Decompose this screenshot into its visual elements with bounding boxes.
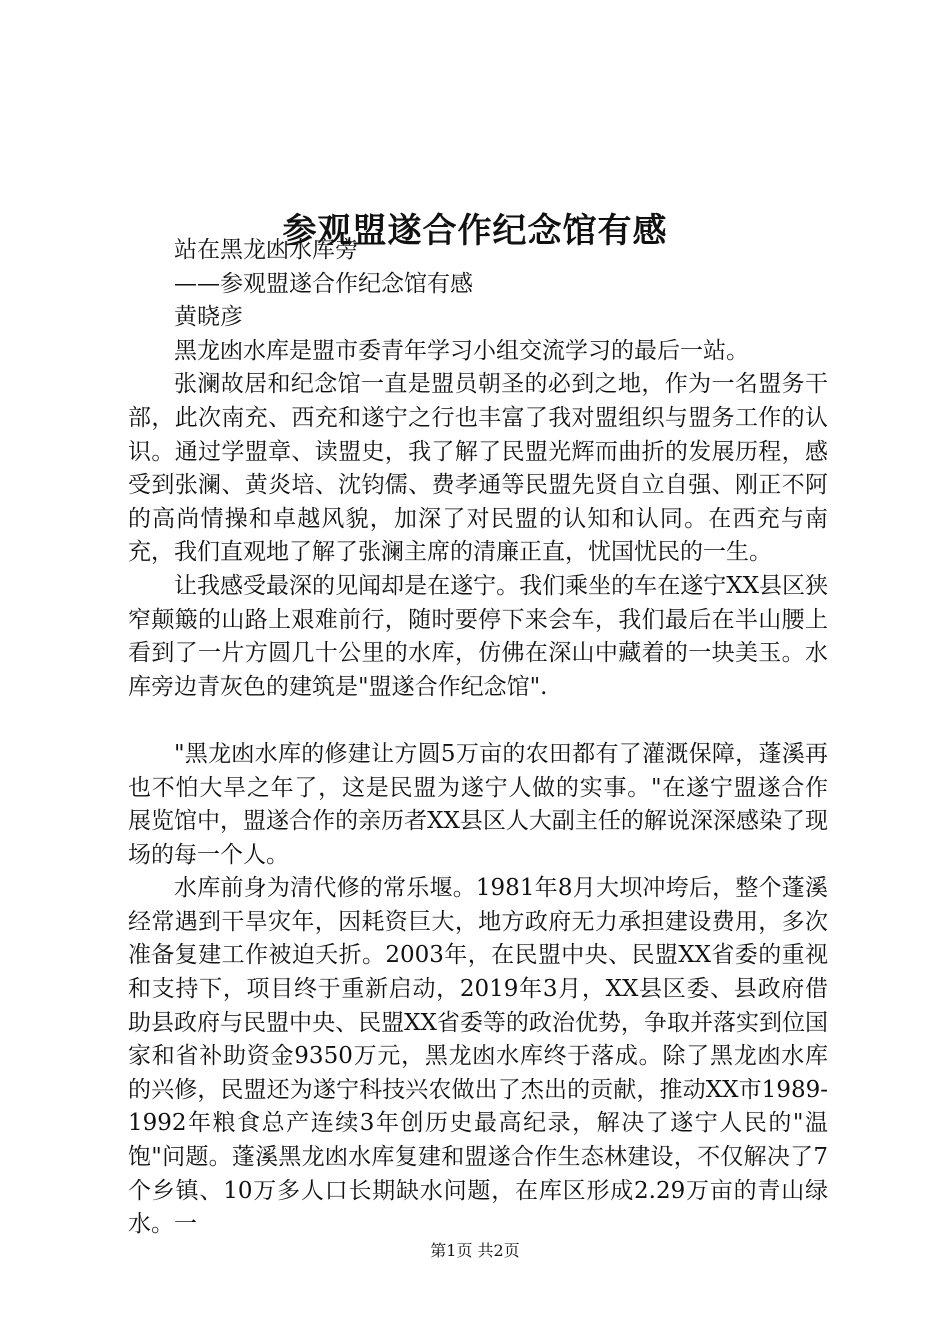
paragraph: 黑龙凼水库是盟市委青年学习小组交流学习的最后一站。 bbox=[174, 337, 749, 364]
subtitle-dash-line: ——参观盟遂合作纪念馆有感 bbox=[174, 270, 473, 297]
blank-line bbox=[128, 704, 828, 738]
document-body bbox=[128, 234, 828, 1242]
document-title: 参观盟遂合作纪念馆有感 bbox=[282, 210, 668, 251]
page-footer: 第1页 共2页 bbox=[430, 1241, 520, 1260]
paragraph: "黑龙凼水库的修建让方圆5万亩的农田都有了灌溉保障，蓬溪再也不怕大旱之年了，这是民盟为遂宁人做的实事。"在遂宁盟遂合作展览馆中，盟遂合作的亲历者XX县区人大副主任的解说深深感染了现场的每一个人。 bbox=[128, 740, 828, 868]
paragraph: 水库前身为清代修的常乐堰。1981年8月大坝冲垮后，整个蓬溪经常遇到干旱灾年，因耗资巨大，地方政府无力承担建设费用，多次准备复建工作被迫夭折。2003年，在民盟中央、民盟XX省委的重视和支持下，项目终于重新启动，2019年3月，XX县区委、县政府借助县政府与民盟中央、民盟XX省委等的政治优势，争取并落实到位国家和省补助资金9350万元，黑龙凼水库终于落成。除了黑龙凼水库的兴修，民盟还为遂宁科技兴农做出了杰出的贡献，推动XX市1989-1992年粮食总产连续3年创历史最高纪录，解决了遂宁人民的"温饱"问题。蓬溪黑龙凼水库复建和盟遂合作生态林建设，不仅解决了7个乡镇、10万多人口长期缺水问题，在库区形成2.29万亩的青山绿水。一 bbox=[128, 875, 828, 1238]
author-name: 黄晓彦 bbox=[174, 304, 243, 331]
subtitle-line: 站在黑龙凼水库旁 bbox=[174, 237, 358, 263]
paragraph: 张澜故居和纪念馆一直是盟员朝圣的必到之地，作为一名盟务干部，此次南充、西充和遂宁之行也丰富了我对盟组织与盟务工作的认识。通过学盟章、读盟史，我了解了民盟光辉而曲折的发展历程，感受到张澜、黄炎培、沈钧儒、费孝通等民盟先贤自立自强、刚正不阿的高尚情操和卓越风貌，加深了对民盟的认知和认同。在西充与南充，我们直观地了解了张澜主席的清廉正直，忧国忧民的一生。 bbox=[128, 371, 828, 566]
paragraph: 让我感受最深的见闻却是在遂宁。我们乘坐的车在遂宁XX县区狭窄颠簸的山路上艰难前行，随时要停下来会车，我们最后在半山腰上看到了一片方圆几十公里的水库，仿佛在深山中藏着的一块美玉。水库旁边青灰色的建筑是"盟遂合作纪念馆". bbox=[128, 572, 828, 700]
